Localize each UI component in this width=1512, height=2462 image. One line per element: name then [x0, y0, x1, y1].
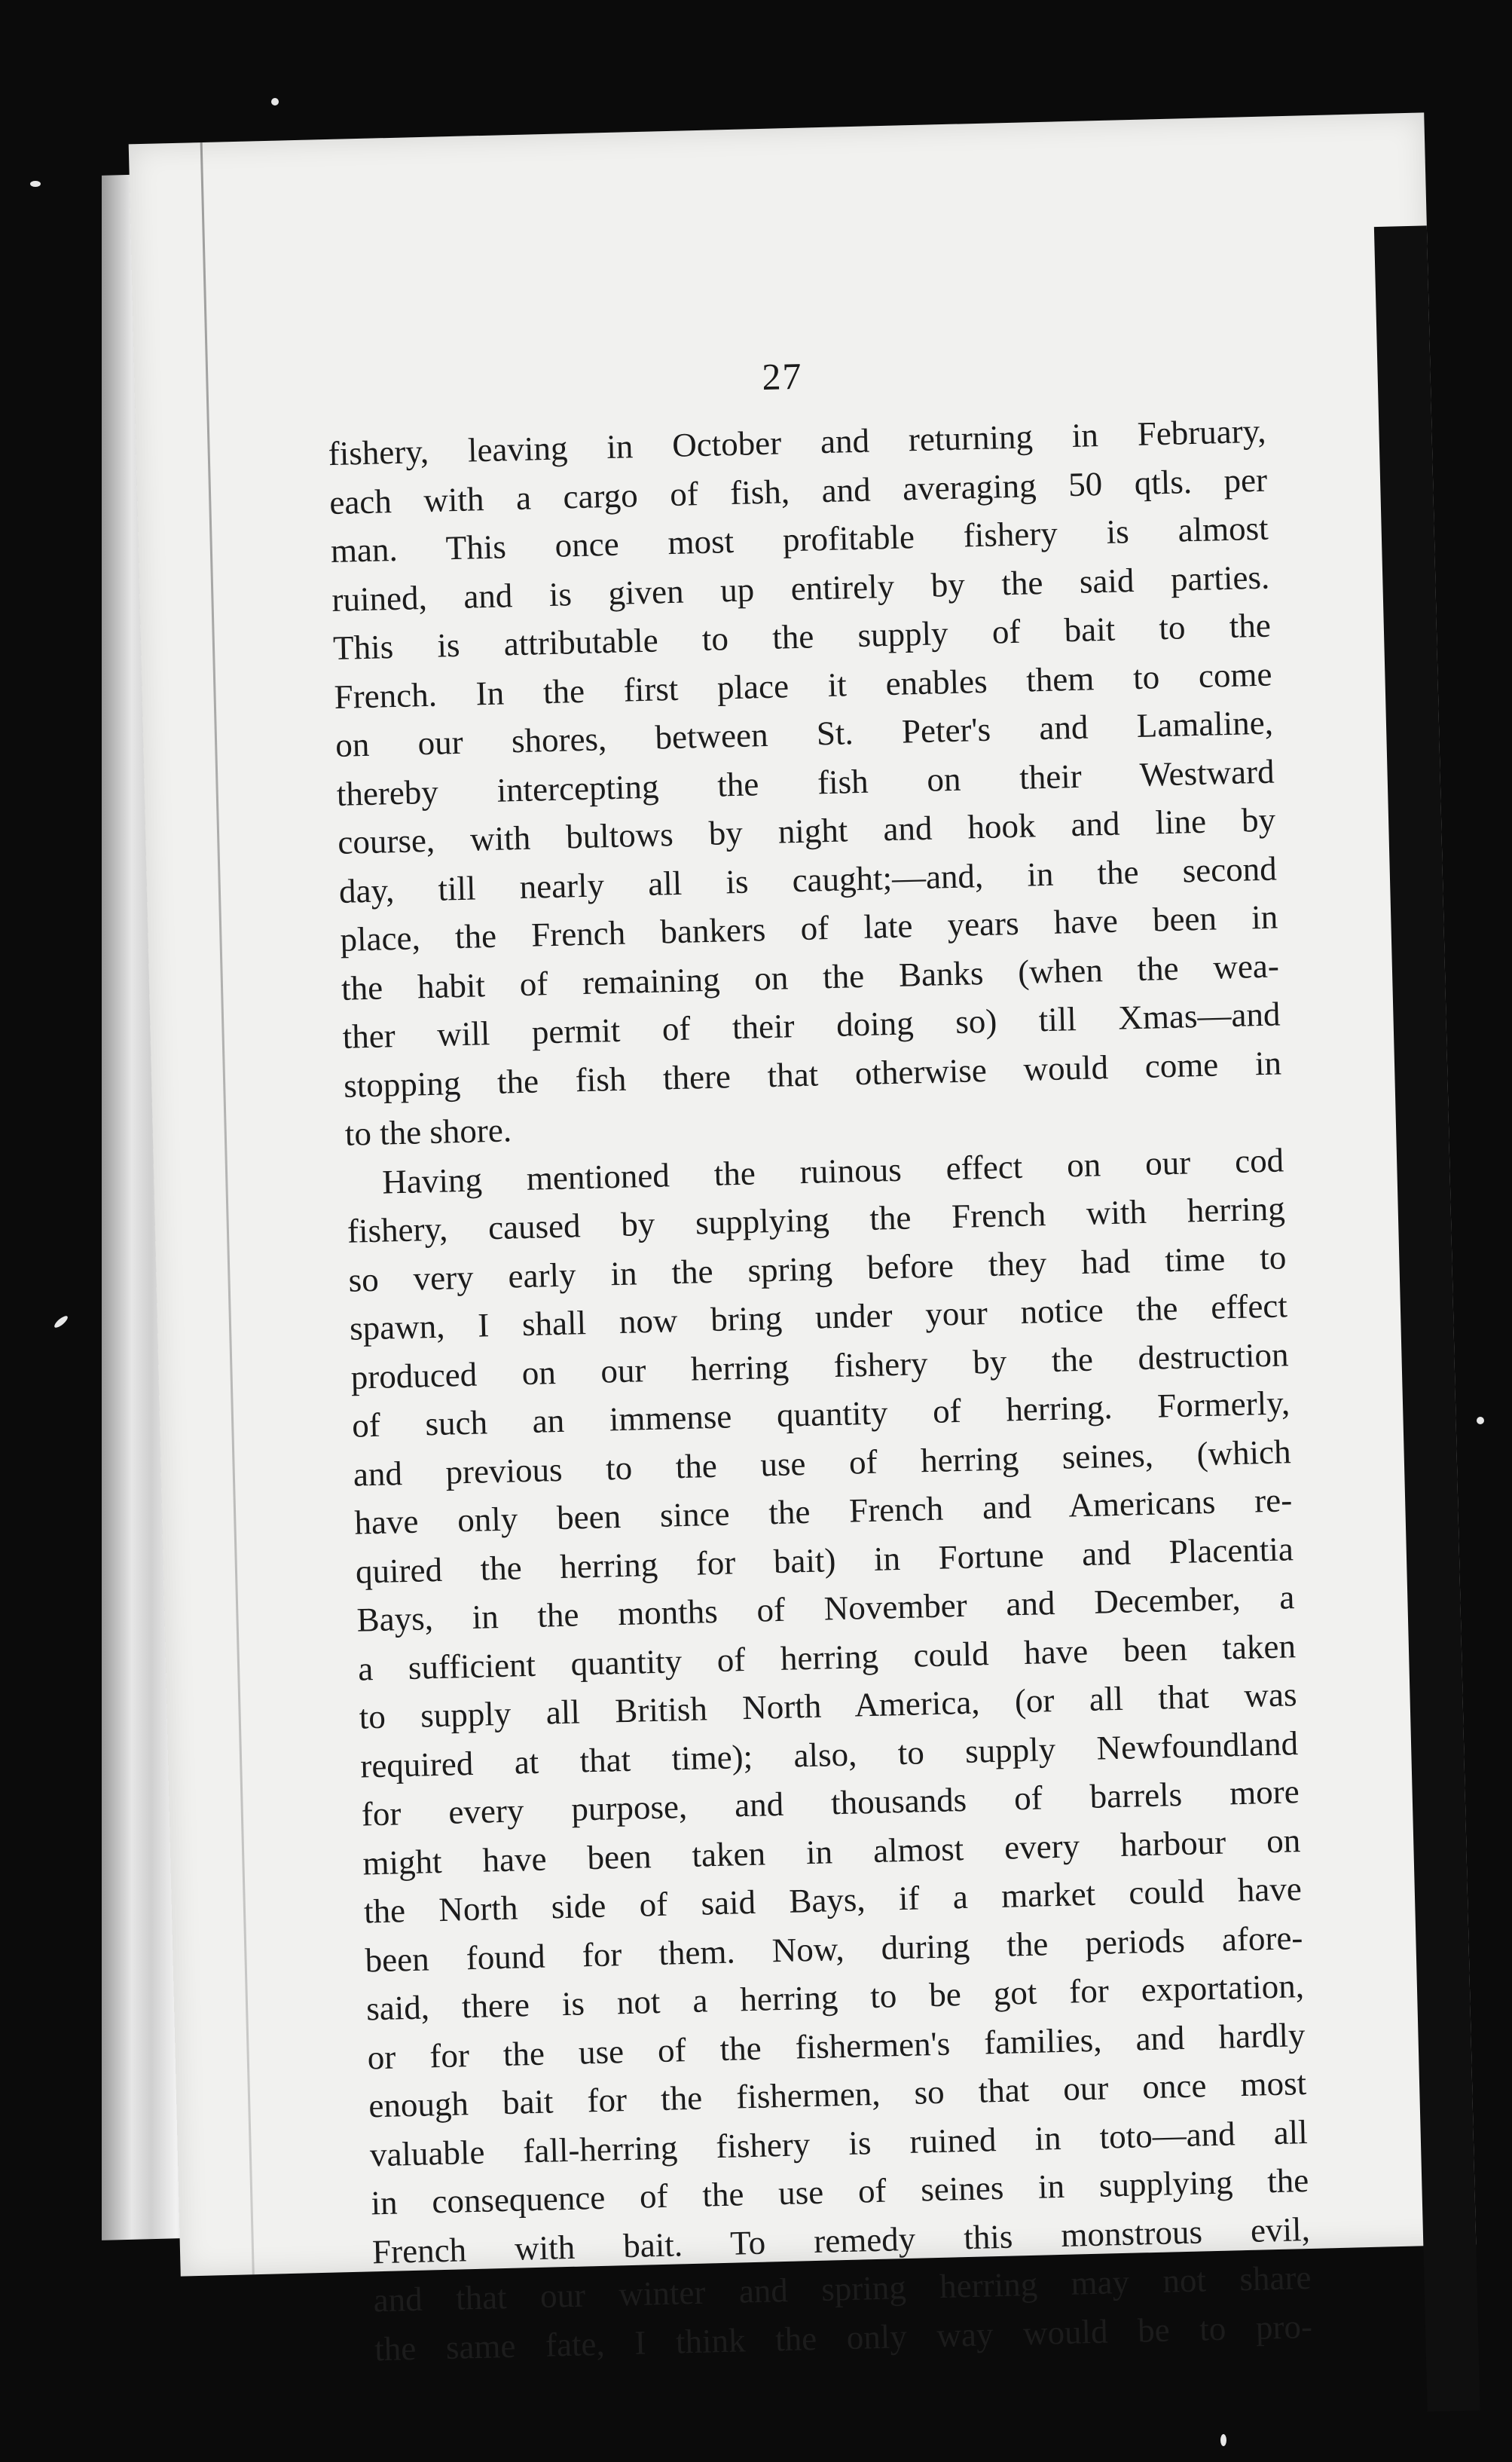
text-line: thereby intercepting the fish on their Westward: [336, 752, 1275, 813]
text-line: ruined, and is given up entirely by the said parties.: [331, 558, 1270, 619]
text-line: a sufficient quantity of herring could have been taken: [357, 1626, 1297, 1688]
dust-speck: [1220, 2434, 1226, 2446]
text-line: required at that time); also, to supply Newfoundland: [359, 1723, 1299, 1785]
page-number: 27: [761, 354, 804, 398]
text-line: enough bait for the fishermen, so that our once most: [368, 2064, 1307, 2125]
text-line: fishery, leaving in October and returning in February,: [328, 411, 1267, 473]
adjacent-page-shadow: [1374, 225, 1480, 2412]
text-line: and that our winter and spring herring may not share: [373, 2258, 1312, 2320]
text-line: the North side of said Bays, if a market could have: [363, 1870, 1303, 1931]
text-line: of such an immense quantity of herring. Formerly,: [351, 1384, 1291, 1445]
body-text: [328, 407, 1313, 2374]
dust-speck: [1477, 1417, 1484, 1424]
text-line: This is attributable to the supply of bait to the: [332, 606, 1272, 667]
text-line: French with bait. To remedy this monstrous evil,: [371, 2210, 1311, 2271]
text-line: been found for them. Now, during the periods afore-: [365, 1918, 1303, 1979]
text-line: for every purpose, and thousands of barrels more: [361, 1772, 1300, 1834]
text-line: stopping the fish there that otherwise would come in: [343, 1043, 1282, 1105]
book-page: [129, 112, 1477, 2368]
page-fold-line: [200, 142, 255, 2274]
text-line: fishery, caused by supplying the French with herring: [347, 1189, 1286, 1250]
text-line: or for the use of the fishermen's families, and hardly: [367, 2015, 1306, 2076]
text-line: French. In the first place it enables them to come: [334, 655, 1272, 716]
text-line: day, till nearly all is caught;—and, in the second: [338, 849, 1278, 910]
dust-speck: [53, 1314, 69, 1329]
text-line: each with a cargo of fish, and averaging 50 qtls. per: [328, 460, 1268, 521]
paragraph-start-line: Having mentioned the ruinous effect on our cod: [381, 1140, 1284, 1201]
text-line: valuable fall-herring fishery is ruined in toto—and all: [369, 2112, 1309, 2173]
text-line: course, with bultows by night and hook and line by: [337, 800, 1276, 861]
text-line: Bays, in the months of November and December, a: [356, 1578, 1295, 1639]
dust-speck: [271, 98, 279, 106]
text-line: and previous to the use of herring seines, (which: [353, 1432, 1292, 1494]
text-line: quired the herring for bait) in Fortune and Placentia: [355, 1529, 1294, 1591]
text-line: have only been since the French and Americans re-: [353, 1481, 1293, 1542]
text-line: on our shores, between St. Peter's and Lamaline,: [334, 703, 1274, 764]
text-line: in consequence of the use of seines in supplying the: [370, 2161, 1309, 2222]
text-line: might have been taken in almost every harbour on: [362, 1821, 1301, 1882]
text-line: said, there is not a herring to be got for exportation,: [365, 1967, 1305, 2028]
text-line: ther will permit of their doing so) till Xmas—and: [342, 995, 1281, 1056]
text-line: so very early in the spring before they had time to: [347, 1237, 1287, 1299]
text-line: spawn, I shall now bring under your notice the effect: [349, 1286, 1288, 1347]
text-line: to the shore.: [344, 1111, 512, 1153]
text-line: to supply all British North America, (or all that was: [359, 1675, 1298, 1736]
text-line: place, the French bankers of late years have been in: [339, 898, 1278, 959]
text-line: produced on our herring fishery by the destruction: [350, 1335, 1289, 1396]
text-line: the habit of remaining on the Banks (when the wea-: [341, 946, 1280, 1008]
text-line: the same fate, I think the only way would be to pro-: [374, 2307, 1313, 2368]
dust-speck: [30, 181, 41, 187]
text-line: man. This once most profitable fishery is almost: [330, 509, 1269, 570]
